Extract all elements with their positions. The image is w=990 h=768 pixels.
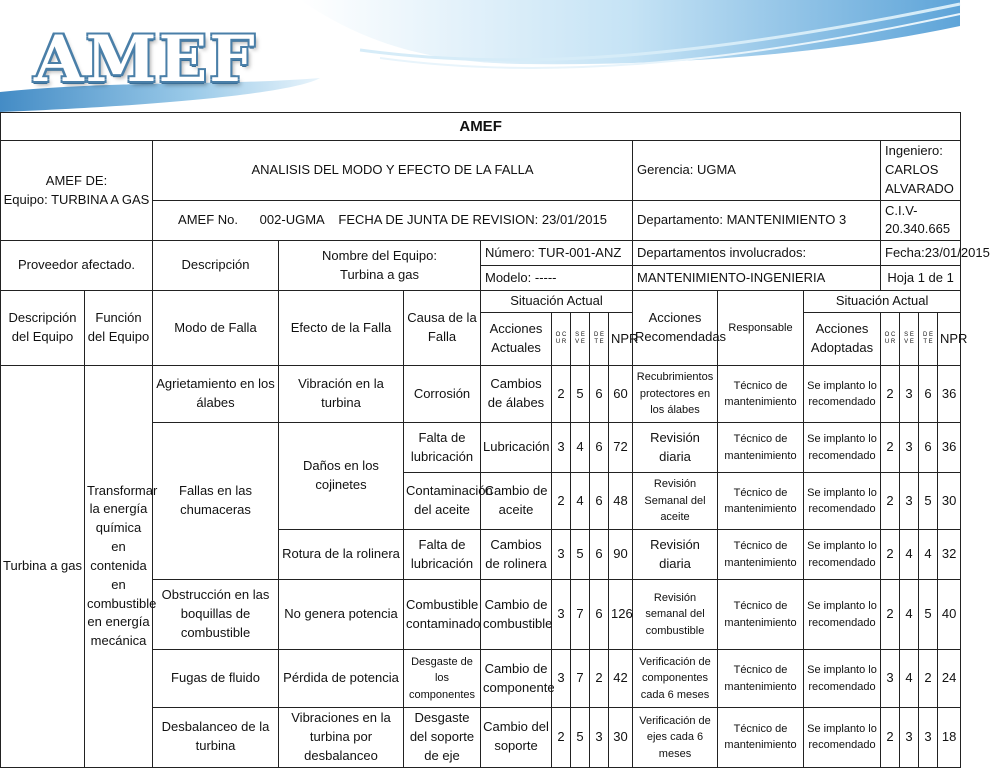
accion-adoptada: Se implanto lo recomendado: [804, 366, 881, 423]
ocurrencia: 3: [552, 650, 571, 708]
ocurrencia: 3: [552, 530, 571, 580]
ocurrencia: 2: [552, 708, 571, 768]
modo-falla: Fallas en las chumaceras: [153, 423, 279, 580]
severidad: 4: [571, 473, 590, 530]
fecha-label: Fecha:23/01/2015: [881, 241, 961, 266]
ocurrencia-2: 2: [881, 708, 900, 768]
deteccion: 6: [590, 580, 609, 650]
col-situacion-actual: Situación Actual: [481, 291, 633, 313]
slide-header: [0, 0, 960, 112]
causa-falla: Falta de lubricación: [404, 530, 481, 580]
npr-value: 48: [609, 473, 633, 530]
nombre-equipo-cell: [279, 241, 481, 291]
responsable: Técnico de mantenimiento: [718, 423, 804, 473]
severidad-2: 3: [900, 473, 919, 530]
col-efecto-falla: Efecto de la Falla: [279, 291, 404, 366]
col-funcion-equipo: Función del Equipo: [85, 291, 153, 366]
accion-recomendada: Revisión Semanal del aceite: [633, 473, 718, 530]
severidad-2: 3: [900, 366, 919, 423]
ocurrencia: 3: [552, 423, 571, 473]
accion-recomendada: Recubrimientos protectores en los álabes: [633, 366, 718, 423]
ocurrencia-2: 2: [881, 580, 900, 650]
ocurrencia: 2: [552, 473, 571, 530]
deteccion: 6: [590, 366, 609, 423]
deteccion-2: 5: [919, 580, 938, 650]
sheet-title: AMEF: [1, 113, 961, 141]
accion-recomendada: Verificación de componentes cada 6 meses: [633, 650, 718, 708]
modo-falla: Obstrucción en las boquillas de combustible: [153, 580, 279, 650]
severidad-2: 3: [900, 708, 919, 768]
ocurrencia-2: 2: [881, 423, 900, 473]
causa-falla: Desgaste del soporte de eje: [404, 708, 481, 768]
causa-falla: Falta de lubricación: [404, 423, 481, 473]
deteccion-2: 6: [919, 423, 938, 473]
accion-adoptada: Se implanto lo recomendado: [804, 708, 881, 768]
npr-value: 60: [609, 366, 633, 423]
responsable: Técnico de mantenimiento: [718, 708, 804, 768]
equipo-funcion: Transformar la energía química en contenida en combustible en energía mecánica: [85, 366, 153, 768]
amef-de-cell: [1, 141, 153, 241]
severidad: 7: [571, 650, 590, 708]
efecto-falla: Vibración en la turbina: [279, 366, 404, 423]
col-dete-2: D E T E: [919, 313, 938, 366]
gerencia-label: Gerencia: UGMA: [633, 141, 881, 201]
responsable: Técnico de mantenimiento: [718, 650, 804, 708]
departamentos-label: Departamentos involucrados:: [633, 241, 881, 266]
efecto-falla: Pérdida de potencia: [279, 650, 404, 708]
severidad: 7: [571, 580, 590, 650]
col-npr-2: NPR: [938, 313, 961, 366]
col-ocur: O C U R: [552, 313, 571, 366]
modelo-label: Modelo: -----: [481, 266, 633, 291]
slide-title: AMEF: [34, 22, 257, 97]
ocurrencia-2: 2: [881, 473, 900, 530]
responsable: Técnico de mantenimiento: [718, 580, 804, 650]
deteccion-2: 2: [919, 650, 938, 708]
col-responsable: Responsable: [718, 291, 804, 366]
analisis-label: ANALISIS DEL MODO Y EFECTO DE LA FALLA: [153, 141, 633, 201]
npr-value: 72: [609, 423, 633, 473]
npr-value: 126: [609, 580, 633, 650]
ocurrencia-2: 3: [881, 650, 900, 708]
deteccion-2: 3: [919, 708, 938, 768]
ocurrencia-2: 2: [881, 530, 900, 580]
causa-falla: Corrosión: [404, 366, 481, 423]
ocurrencia: 2: [552, 366, 571, 423]
ocurrencia: 3: [552, 580, 571, 650]
ingeniero-label: Ingeniero: CARLOS ALVARADO: [881, 141, 961, 201]
causa-falla: Combustible contaminado: [404, 580, 481, 650]
col-causa-falla: Causa de la Falla: [404, 291, 481, 366]
npr-value-2: 18: [938, 708, 961, 768]
col-dete: D E T E: [590, 313, 609, 366]
accion-recomendada: Verificación de ejes cada 6 meses: [633, 708, 718, 768]
responsable: Técnico de mantenimiento: [718, 366, 804, 423]
equipo-label: Equipo: TURBINA A GAS: [3, 191, 150, 207]
modo-falla: Fugas de fluido: [153, 650, 279, 708]
severidad-2: 4: [900, 530, 919, 580]
deteccion: 3: [590, 708, 609, 768]
causa-falla: Contaminación del aceite: [404, 473, 481, 530]
efecto-falla: No genera potencia: [279, 580, 404, 650]
equipo-descripcion: Turbina a gas: [1, 366, 85, 768]
col-situacion-actual-2: Situación Actual: [804, 291, 961, 313]
npr-value-2: 30: [938, 473, 961, 530]
accion-actual: Cambios de rolinera: [481, 530, 552, 580]
amef-number-label: AMEF No. 002-UGMA FECHA DE JUNTA DE REVISION: 23/01/2015: [153, 200, 633, 241]
responsable: Técnico de mantenimiento: [718, 530, 804, 580]
col-npr: NPR: [609, 313, 633, 366]
col-modo-falla: Modo de Falla: [153, 291, 279, 366]
severidad: 5: [571, 708, 590, 768]
causa-falla: Desgaste de los componentes: [404, 650, 481, 708]
npr-value-2: 24: [938, 650, 961, 708]
col-seve: S E V E: [571, 313, 590, 366]
responsable: Técnico de mantenimiento: [718, 473, 804, 530]
npr-value-2: 40: [938, 580, 961, 650]
amef-de-label: AMEF DE:: [45, 172, 108, 188]
modo-falla: Desbalanceo de la turbina: [153, 708, 279, 768]
efecto-falla: Rotura de la rolinera: [279, 530, 404, 580]
severidad-2: 3: [900, 423, 919, 473]
col-acciones-recomendadas: Acciones Recomendadas: [633, 291, 718, 366]
accion-adoptada: Se implanto lo recomendado: [804, 530, 881, 580]
severidad: 5: [571, 530, 590, 580]
accion-actual: Cambio de aceite: [481, 473, 552, 530]
departamentos-value: MANTENIMIENTO-INGENIERIA: [633, 266, 881, 291]
numero-label: Número: TUR-001-ANZ: [481, 241, 633, 266]
accion-adoptada: Se implanto lo recomendado: [804, 650, 881, 708]
col-ocur-2: O C U R: [881, 313, 900, 366]
severidad-2: 4: [900, 580, 919, 650]
accion-actual: Lubricación: [481, 423, 552, 473]
deteccion-2: 4: [919, 530, 938, 580]
deteccion-2: 5: [919, 473, 938, 530]
accion-recomendada: Revisión semanal del combustible: [633, 580, 718, 650]
hoja-label: Hoja 1 de 1: [881, 266, 961, 291]
col-descripcion-equipo: Descripción del Equipo: [1, 291, 85, 366]
severidad: 4: [571, 423, 590, 473]
amef-table: [0, 112, 990, 768]
amef-sheet: [0, 112, 990, 763]
npr-value: 30: [609, 708, 633, 768]
accion-recomendada: Revisión diaria: [633, 423, 718, 473]
civ-label: C.I.V-20.340.665: [881, 200, 961, 241]
deteccion-2: 6: [919, 366, 938, 423]
accion-recomendada: Revisión diaria: [633, 530, 718, 580]
nombre-equipo-label: Nombre del Equipo:: [322, 247, 437, 263]
modo-falla: Agrietamiento en los álabes: [153, 366, 279, 423]
proveedor-label: Proveedor afectado.: [1, 241, 153, 291]
deteccion: 2: [590, 650, 609, 708]
accion-actual: Cambios de álabes: [481, 366, 552, 423]
efecto-falla: Daños en los cojinetes: [279, 423, 404, 530]
accion-actual: Cambio de combustible: [481, 580, 552, 650]
descripcion-label: Descripción: [153, 241, 279, 291]
col-acciones-adoptadas: Acciones Adoptadas: [804, 313, 881, 366]
severidad-2: 4: [900, 650, 919, 708]
npr-value-2: 36: [938, 423, 961, 473]
nombre-equipo-value: Turbina a gas: [339, 266, 419, 282]
accion-actual: Cambio de componente: [481, 650, 552, 708]
table-row: [1, 366, 961, 423]
col-acciones-actuales: Acciones Actuales: [481, 313, 552, 366]
accion-adoptada: Se implanto lo recomendado: [804, 423, 881, 473]
efecto-falla: Vibraciones en la turbina por desbalanceo: [279, 708, 404, 768]
accion-actual: Cambio del soporte: [481, 708, 552, 768]
accion-adoptada: Se implanto lo recomendado: [804, 473, 881, 530]
severidad: 5: [571, 366, 590, 423]
accion-adoptada: Se implanto lo recomendado: [804, 580, 881, 650]
departamento-label: Departamento: MANTENIMIENTO 3: [633, 200, 881, 241]
col-seve-2: S E V E: [900, 313, 919, 366]
npr-value-2: 32: [938, 530, 961, 580]
ocurrencia-2: 2: [881, 366, 900, 423]
npr-value: 42: [609, 650, 633, 708]
deteccion: 6: [590, 530, 609, 580]
deteccion: 6: [590, 473, 609, 530]
deteccion: 6: [590, 423, 609, 473]
npr-value-2: 36: [938, 366, 961, 423]
npr-value: 90: [609, 530, 633, 580]
